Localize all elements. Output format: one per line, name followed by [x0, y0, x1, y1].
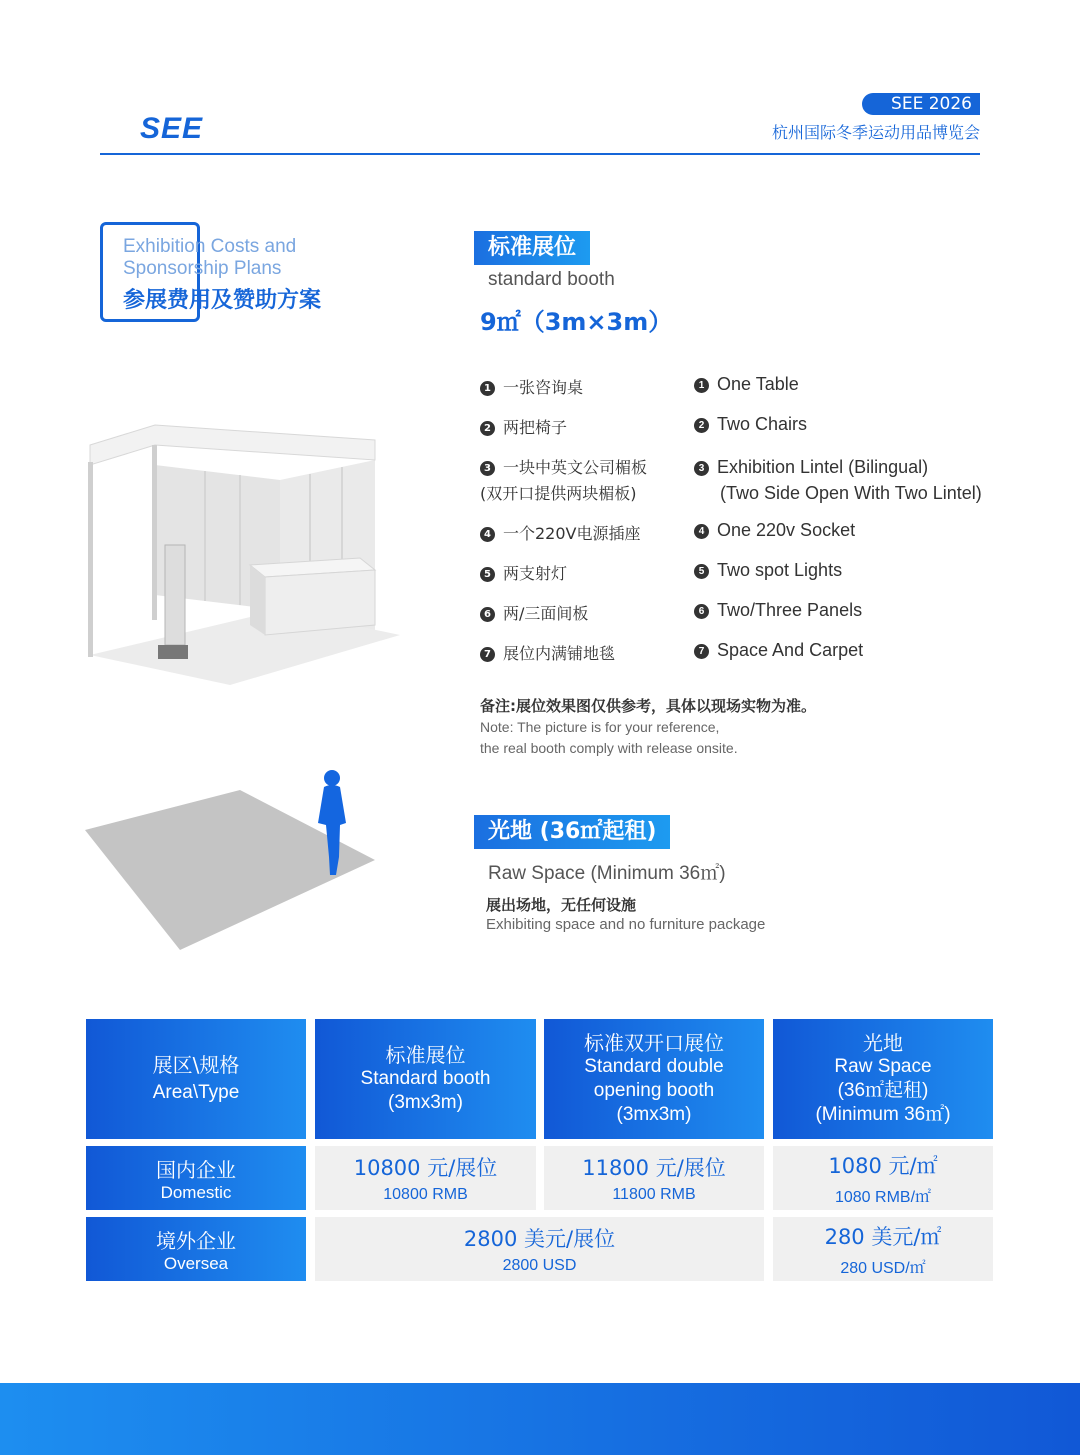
number-badge-icon: 3	[480, 461, 495, 476]
raw-space-subtitle: Raw Space (Minimum 36㎡)	[488, 863, 726, 884]
number-badge-icon: 5	[480, 567, 495, 582]
see-logo: SEE	[140, 112, 204, 145]
table-header-double-booth: 标准双开口展位 Standard double opening booth (3mx3m)	[544, 1019, 764, 1139]
raw-space-desc-cn: 展出场地，无任何设施	[486, 896, 637, 914]
event-name: 杭州国际冬季运动用品博览会	[771, 123, 980, 142]
number-badge-icon: 7	[694, 644, 709, 659]
number-badge-icon: 4	[694, 524, 709, 539]
table-header-area-type: 展区\规格 Area\Type	[86, 1019, 306, 1139]
raw-space-illustration	[80, 765, 390, 955]
row-header-domestic: 国内企业 Domestic	[86, 1146, 306, 1210]
number-badge-icon: 4	[480, 527, 495, 542]
number-badge-icon: 2	[480, 421, 495, 436]
number-badge-icon: 2	[694, 418, 709, 433]
footer-bar	[0, 1383, 1080, 1455]
feature-en-7: 7 Space And Carpet	[694, 640, 863, 661]
number-badge-icon: 7	[480, 647, 495, 662]
brochure-rack	[165, 545, 185, 645]
row-header-oversea: 境外企业 Oversea	[86, 1217, 306, 1281]
feature-cn-6: 6 两/三面间板	[480, 601, 588, 624]
number-badge-icon: 5	[694, 564, 709, 579]
feature-en-4: 4 One 220v Socket	[694, 520, 855, 541]
feature-en-5: 5 Two spot Lights	[694, 560, 842, 581]
feature-en-6: 6 Two/Three Panels	[694, 600, 862, 621]
number-badge-icon: 3	[694, 461, 709, 476]
standard-booth-subtitle: standard booth	[488, 269, 615, 290]
price-domestic-raw: 1080 元/㎡ 1080 RMB/㎡	[773, 1146, 993, 1210]
number-badge-icon: 1	[694, 378, 709, 393]
feature-cn-3: 3 一块中英文公司楣板 (双开口提供两块楣板)	[480, 458, 648, 503]
price-oversea-booth: 2800 美元/展位 2800 USD	[315, 1217, 764, 1281]
note-cn: 备注:展位效果图仅供参考，具体以现场实物为准。	[480, 697, 817, 715]
price-domestic-standard: 10800 元/展位 10800 RMB	[315, 1146, 536, 1210]
event-year-badge: SEE 2026	[862, 93, 980, 115]
booth-lintel	[90, 425, 375, 465]
feature-cn-2: 2 两把椅子	[480, 415, 567, 438]
standard-booth-illustration	[80, 420, 400, 690]
standard-booth-tag: 标准展位	[474, 231, 590, 265]
section-title-en: Exhibition Costs and Sponsorship Plans	[123, 236, 297, 279]
note-en: Note: The picture is for your reference, the real booth comply with release onsite.	[480, 719, 738, 756]
table-header-standard-booth: 标准展位 Standard booth (3mx3m)	[315, 1019, 536, 1139]
feature-en-1: 1 One Table	[694, 374, 799, 395]
table-header-raw-space: 光地 Raw Space (36㎡起租) (Minimum 36㎡)	[773, 1019, 993, 1139]
header-divider	[100, 153, 980, 155]
feature-cn-5: 5 两支射灯	[480, 561, 567, 584]
number-badge-icon: 6	[480, 607, 495, 622]
feature-en-3: 3 Exhibition Lintel (Bilingual) (Two Side Open With Two Lintel)	[694, 454, 982, 506]
feature-cn-4: 4 一个220V电源插座	[480, 521, 641, 544]
number-badge-icon: 6	[694, 604, 709, 619]
feature-cn-7: 7 展位内满铺地毯	[480, 641, 615, 664]
number-badge-icon: 1	[480, 381, 495, 396]
feature-cn-1: 1 一张咨询桌	[480, 375, 583, 398]
feature-en-2: 2 Two Chairs	[694, 414, 807, 435]
raw-space-tag: 光地 (36㎡起租)	[474, 815, 670, 849]
price-domestic-double: 11800 元/展位 11800 RMB	[544, 1146, 764, 1210]
price-oversea-raw: 280 美元/㎡ 280 USD/㎡	[773, 1217, 993, 1281]
raw-space-desc-en: Exhibiting space and no furniture package	[486, 916, 766, 933]
booth-dimension: 9㎡（3m×3m）	[480, 308, 673, 336]
section-title-cn: 参展费用及赞助方案	[123, 288, 322, 313]
